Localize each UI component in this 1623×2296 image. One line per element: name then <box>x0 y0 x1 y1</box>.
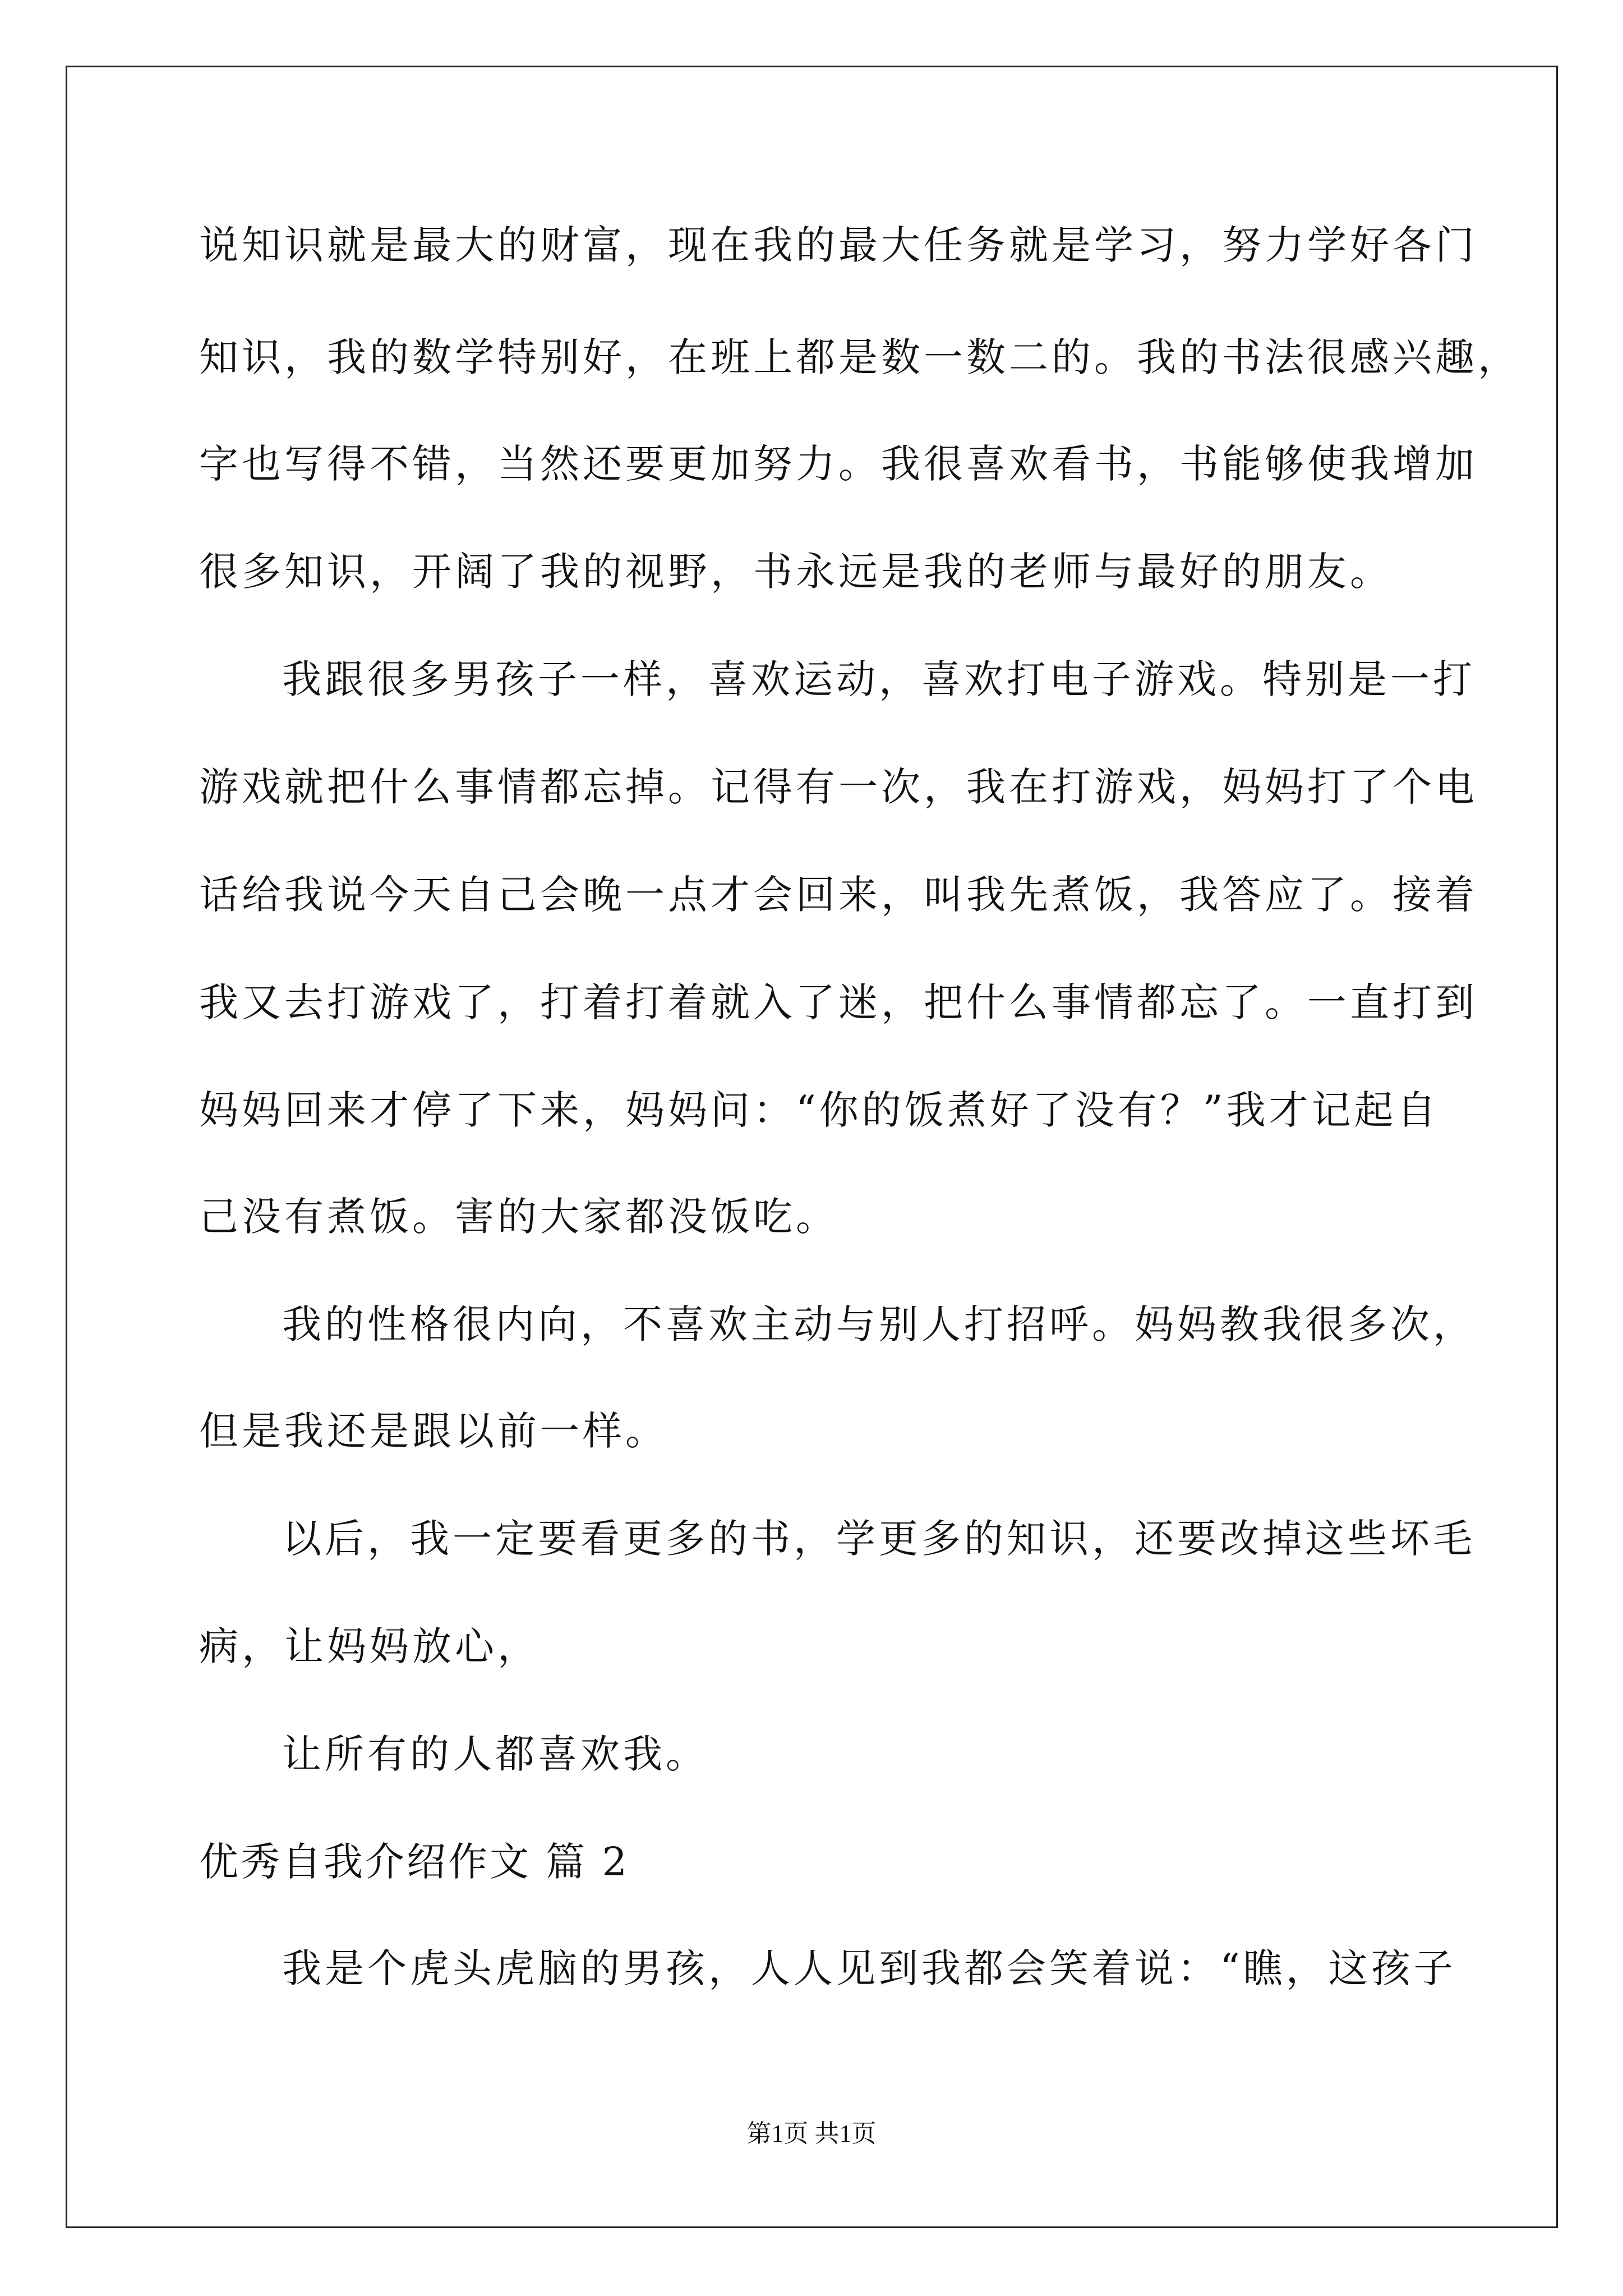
page-border <box>66 66 1558 2228</box>
page-footer: 第1页 共1页 <box>746 2120 877 2147</box>
text-line: 很多知识，开阔了我的视野，书永远是我的老师与最好的朋友。 <box>199 549 1393 595</box>
text-line: 说知识就是最大的财富，现在我的最大任务就是学习，努力学好各门 <box>199 222 1478 268</box>
text-line: 知识，我的数学特别好，在班上都是数一数二的。我的书法很感兴趣， <box>199 334 1520 380</box>
text-line: 妈妈回来才停了下来，妈妈问：“你的饭煮好了没有？”我才记起自 <box>199 1087 1440 1133</box>
text-line: 我又去打游戏了，打着打着就入了迷，把什么事情都忘了。一直打到 <box>199 979 1478 1025</box>
section-heading: 优秀自我介绍作文 篇 2 <box>199 1839 630 1885</box>
text-line: 病，让妈妈放心， <box>199 1623 540 1669</box>
paragraph-first-line: 我跟很多男孩子一样，喜欢运动，喜欢打电子游戏。特别是一打 <box>282 656 1476 702</box>
text-line: 字也写得不错，当然还要更加努力。我很喜欢看书，书能够使我增加 <box>199 441 1478 487</box>
paragraph-first-line: 我是个虎头虎脑的男孩，人人见到我都会笑着说：“瞧，这孩子 <box>282 1945 1456 1991</box>
paragraph-first-line: 以后，我一定要看更多的书，学更多的知识，还要改掉这些坏毛 <box>282 1516 1476 1562</box>
paragraph-first-line: 我的性格很内向，不喜欢主动与别人打招呼。妈妈教我很多次， <box>282 1301 1476 1347</box>
paragraph-first-line: 让所有的人都喜欢我。 <box>282 1731 708 1777</box>
text-line: 游戏就把什么事情都忘掉。记得有一次，我在打游戏，妈妈打了个电 <box>199 764 1478 810</box>
text-line: 己没有煮饭。害的大家都没饭吃。 <box>199 1194 838 1240</box>
text-line: 但是我还是跟以前一样。 <box>199 1408 668 1454</box>
text-line: 话给我说今天自己会晚一点才会回来，叫我先煮饭，我答应了。接着 <box>199 872 1478 918</box>
